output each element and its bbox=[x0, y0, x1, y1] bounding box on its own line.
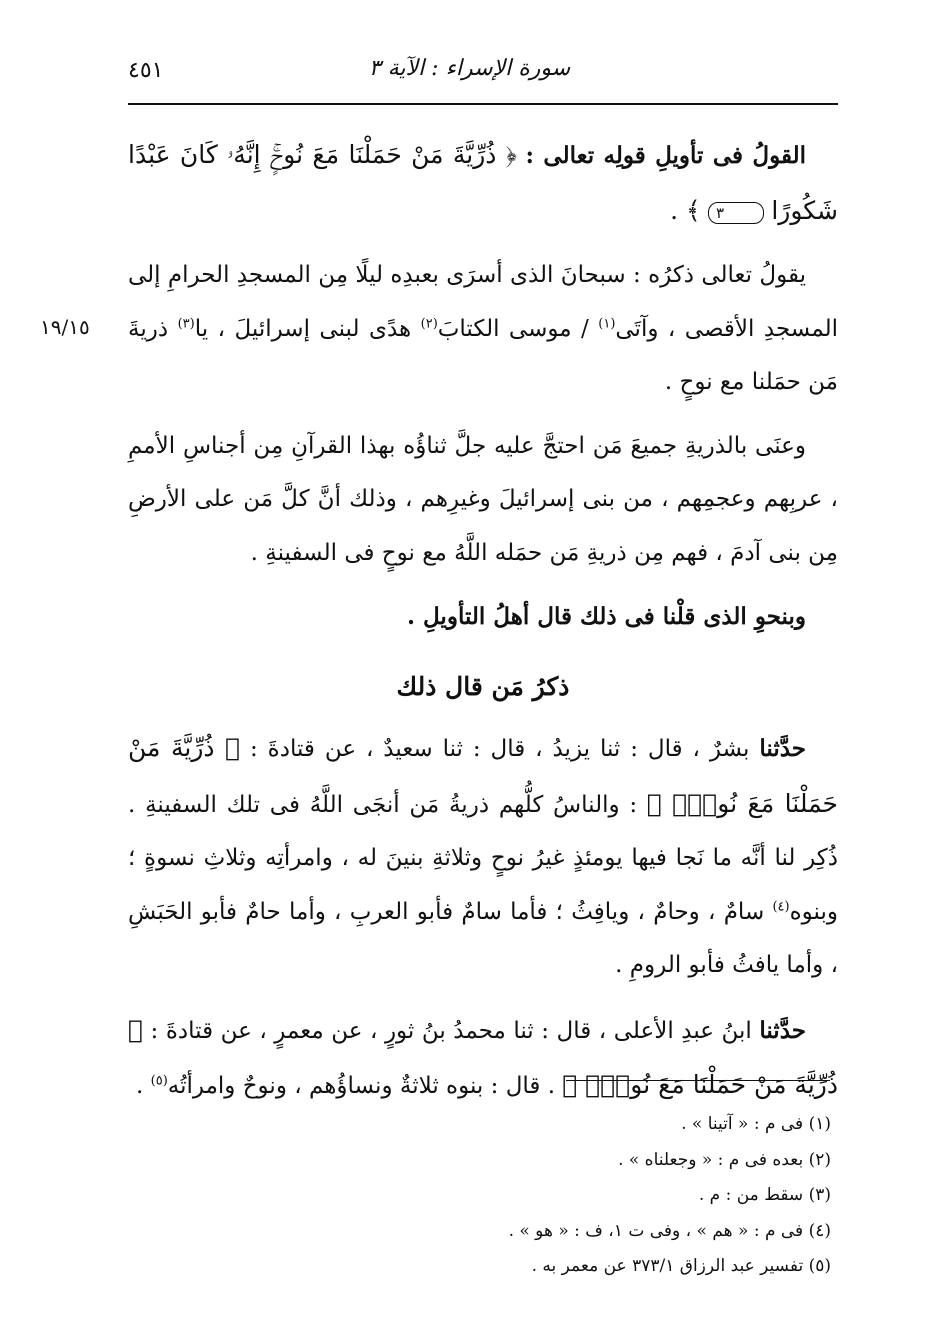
paragraph-verse-heading bbox=[128, 128, 838, 239]
paragraph-explanation: وعنَى بالذريةِ جميعَ مَن احتجَّ عليه جلَّ ثناؤُه بهذا القرآنِ مِن أجناسِ الأممِ ، عربِهم وعجمِهم ، من بنى إسرائيلَ وغيرِهم ، وذلك أنَّ كلَّ مَن على الأرضِ مِن بنى آدمَ ، فهم مِن ذريةِ مَن حمَله اللَّهُ مع نوحٍ فى السفينةِ . bbox=[128, 432, 838, 566]
footnotes bbox=[271, 1107, 831, 1285]
footnote-4: (٤) فى م : « هم » ، وفى ت ١، ف : « هو » . bbox=[508, 1220, 831, 1241]
verse-close: ﴾ . bbox=[670, 195, 701, 225]
footnote-ref-4: (٤) bbox=[772, 898, 790, 914]
paragraph-narration-1 bbox=[128, 721, 838, 993]
text-run: . قال : بنوه ثلاثةٌ ونساؤُهم ، ونوحٌ وامرأتُه bbox=[167, 1073, 556, 1099]
text-run: سامٌ ، وحامٌ ، ويافِثُ ؛ فأما سامٌ فأبو العربِ ، وأما حامٌ فأبو الحَبَشِ ، وأما يافثُ فأبو الرومِ . bbox=[128, 898, 838, 978]
page-number: ٤٥١ bbox=[128, 58, 164, 83]
paragraph-transition: وبنحوِ الذى قلْنا فى ذلك قال أهلُ التأويلِ . bbox=[407, 603, 806, 630]
ayah-number-marker: ٣ bbox=[708, 202, 764, 224]
footnote-2: (٢) بعده فى م : « وجعلناه » . bbox=[618, 1149, 831, 1170]
narration-lead: حدَّثنا bbox=[759, 735, 807, 762]
section-heading: ذكرُ مَن قال ذلك bbox=[396, 671, 570, 701]
main-text bbox=[128, 128, 838, 1114]
text-run: ذريةَ مَن حمَلنا مع نوحٍ . bbox=[128, 315, 838, 395]
footnote-ref-3: (٣) bbox=[177, 315, 195, 331]
text-run: يقولُ تعالى ذكرُه : سبحانَ الذى أسرَى بعبدِه ليلًا مِن المسجدِ الحرامِ إلى المسجدِ الأقصى ، وآتَى bbox=[128, 262, 839, 342]
text-run: ابنُ عبدِ الأعلى ، قال : ثنا محمدُ بنُ ثورٍ ، عن معمرٍ ، عن قتادةَ : bbox=[150, 1017, 752, 1044]
text-run: هدًى لبنى إسرائيلَ ، يا bbox=[194, 315, 412, 342]
footnote-3: (٣) سقط من : م . bbox=[698, 1185, 831, 1205]
paragraph-narration-2 bbox=[128, 1003, 838, 1114]
paragraph-commentary bbox=[128, 249, 838, 410]
footnote-5: (٥) تفسير عبد الرزاق ٣٧٣/١ عن معمر به . bbox=[531, 1256, 831, 1276]
lead-phrase: القولُ فى تأويلِ قولِه تعالى : bbox=[525, 142, 807, 169]
text-run: / موسى الكتابَ bbox=[437, 315, 589, 342]
footnote-rule bbox=[566, 1080, 830, 1081]
footnote-ref-1: (١) bbox=[598, 315, 616, 331]
margin-reference: ١٩/١٥ bbox=[40, 315, 90, 339]
text-run: بشرٌ ، قال : ثنا يزيدُ ، قال : ثنا سعيدٌ ، عن قتادةَ : bbox=[250, 736, 750, 762]
running-header: سورة الإسراء : الآية ٣ bbox=[368, 56, 571, 81]
narration-lead: حدَّثنا bbox=[759, 1016, 806, 1044]
header-rule bbox=[128, 103, 838, 105]
footnote-ref-2: (٢) bbox=[420, 315, 438, 331]
footnote-ref-5: (٥) bbox=[150, 1073, 168, 1089]
footnote-1: (١) فى م : « آتينا » . bbox=[681, 1114, 831, 1134]
text-run: : والناسُ كلُّهم ذريةُ مَن أنجَى اللَّهُ فى تلك السفينةِ . ذُكِر لنا أنَّه ما نَجا فيها يومئذٍ غيرُ نوحٍ وثلاثةِ بنينَ له ، وامرأتِه وثلاثِ نسوةٍ ؛ وبنوه bbox=[128, 791, 838, 925]
quran-verse: ﴿ ذُرِّيَّةَ مَنْ حَمَلْنَا مَعَ نُوحٍۚ ﴾ bbox=[128, 733, 839, 818]
quran-verse: ﴿ ذُرِّيَّةَ مَنْ حَمَلْنَا مَعَ نُوحٍۚ إِنَّهُۥ كَانَ عَبْدًا شَكُورًا bbox=[128, 140, 838, 225]
quran-verse: ﴿ ذُرِّيَّةَ مَنْ حَمَلْنَا مَعَ نُوحٍۚ ﴾ bbox=[128, 1014, 838, 1099]
text-run: . bbox=[136, 1073, 144, 1099]
